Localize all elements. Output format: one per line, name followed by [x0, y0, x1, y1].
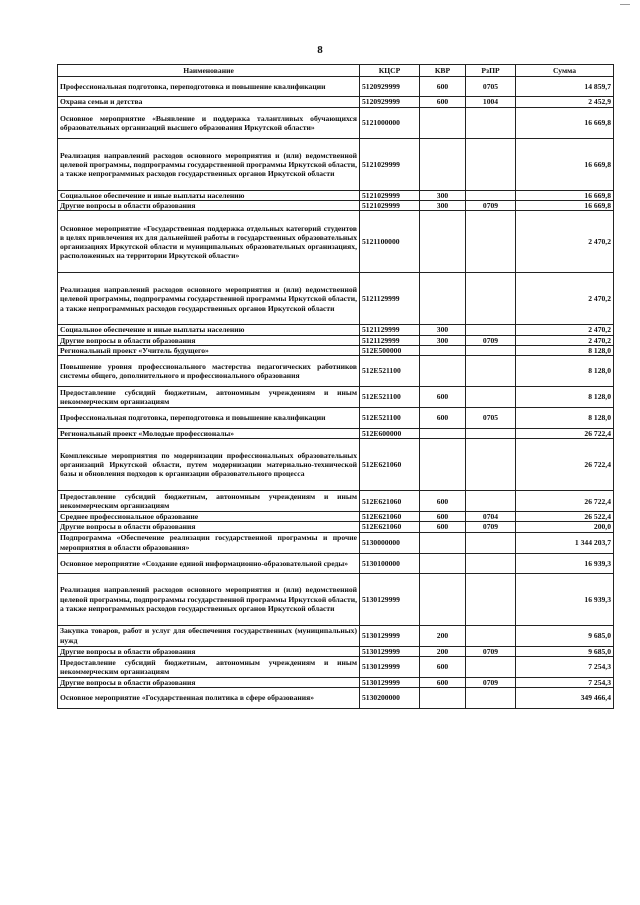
cell-rzpr [466, 345, 516, 355]
cell-rzpr: 0705 [466, 408, 516, 429]
cell-name: Профессиональная подготовка, переподготовка и повышение квалификации [58, 408, 360, 429]
cell-code: 512E621060 [360, 439, 420, 491]
table-body [58, 77, 614, 709]
cell-rzpr: 0709 [466, 522, 516, 532]
table-row [58, 532, 614, 553]
cell-name: Предоставление субсидий бюджетным, автономным учреждениям и иным некоммерческим организациям [58, 387, 360, 408]
cell-name: Региональный проект «Молодые профессионалы» [58, 429, 360, 439]
cell-name: Предоставление субсидий бюджетным, автономным учреждениям и иным некоммерческим организациям [58, 656, 360, 677]
cell-code: 512E500000 [360, 345, 420, 355]
cell-rzpr [466, 429, 516, 439]
column-header-sum: Сумма [516, 65, 614, 77]
table-row [58, 325, 614, 335]
cell-rzpr: 0709 [466, 646, 516, 656]
cell-name: Комплексные мероприятия по модернизации профессиональных образовательных организаций Иркутской области, путем модернизации материально-технической базы и обновления подходов к организации образовательного процесса [58, 439, 360, 491]
cell-kvr: 600 [420, 491, 466, 512]
cell-rzpr [466, 273, 516, 325]
cell-kvr: 600 [420, 387, 466, 408]
cell-kvr: 300 [420, 191, 466, 201]
column-header-kvr: КВР [420, 65, 466, 77]
cell-rzpr [466, 688, 516, 709]
table-row [58, 345, 614, 355]
cell-sum: 7 254,3 [516, 677, 614, 687]
cell-kvr: 200 [420, 646, 466, 656]
cell-kvr: 600 [420, 656, 466, 677]
cell-rzpr [466, 491, 516, 512]
cell-rzpr [466, 356, 516, 387]
cell-sum: 2 470,2 [516, 273, 614, 325]
cell-code: 5130000000 [360, 532, 420, 553]
cell-code: 512E621060 [360, 512, 420, 522]
cell-sum: 2 452,9 [516, 97, 614, 108]
cell-sum: 16 669,8 [516, 108, 614, 139]
table-row [58, 97, 614, 108]
cell-code: 5130200000 [360, 688, 420, 709]
cell-code: 5130129999 [360, 625, 420, 646]
cell-rzpr: 0709 [466, 335, 516, 345]
cell-rzpr: 0709 [466, 201, 516, 211]
cell-code: 5130129999 [360, 646, 420, 656]
cell-kvr [420, 688, 466, 709]
table-header-row [58, 65, 614, 77]
cell-code: 512E521100 [360, 387, 420, 408]
cell-rzpr [466, 625, 516, 646]
cell-kvr [420, 356, 466, 387]
table-row [58, 139, 614, 191]
table-row [58, 77, 614, 97]
cell-kvr: 300 [420, 201, 466, 211]
cell-rzpr: 0705 [466, 77, 516, 97]
cell-sum: 8 128,0 [516, 408, 614, 429]
page-number: 8 [317, 44, 323, 56]
table-row [58, 491, 614, 512]
cell-rzpr [466, 656, 516, 677]
cell-kvr: 200 [420, 625, 466, 646]
cell-kvr: 300 [420, 325, 466, 335]
cell-name: Другие вопросы в области образования [58, 522, 360, 532]
cell-rzpr [466, 211, 516, 273]
table-row [58, 108, 614, 139]
cell-sum: 9 685,0 [516, 625, 614, 646]
cell-kvr [420, 439, 466, 491]
cell-kvr: 600 [420, 97, 466, 108]
cell-code: 5121029999 [360, 139, 420, 191]
cell-kvr [420, 532, 466, 553]
cell-kvr: 600 [420, 512, 466, 522]
cell-code: 5130100000 [360, 553, 420, 573]
table-row [58, 512, 614, 522]
table-row [58, 677, 614, 687]
cell-code: 5121129999 [360, 335, 420, 345]
cell-name: Реализация направлений расходов основного мероприятия и (или) ведомственной целевой программы, подпрограммы государственной программы Иркутской области, а также непрограммных расходов государственных органов Иркутской области [58, 273, 360, 325]
cell-sum: 16 939,3 [516, 553, 614, 573]
cell-code: 5130129999 [360, 573, 420, 625]
cell-sum: 349 466,4 [516, 688, 614, 709]
cell-sum: 8 128,0 [516, 345, 614, 355]
cell-kvr [420, 211, 466, 273]
cell-name: Основное мероприятие «Государственная поддержка отдельных категорий студентов в целях привлечения их для дальнейшей работы в государственных образовательных организациях Иркутской области и муниципальных образовательных организациях, расположенных на территории Иркутской области» [58, 211, 360, 273]
cell-sum: 8 128,0 [516, 356, 614, 387]
table-row [58, 273, 614, 325]
cell-sum: 26 722,4 [516, 429, 614, 439]
table-row [58, 688, 614, 709]
cell-rzpr [466, 573, 516, 625]
cell-sum: 26 722,4 [516, 439, 614, 491]
cell-name: Реализация направлений расходов основного мероприятия и (или) ведомственной целевой программы, подпрограммы государственной программы Иркутской области, а также непрограммных расходов государственных органов Иркутской области [58, 139, 360, 191]
cell-sum: 16 939,3 [516, 573, 614, 625]
cell-sum: 16 669,8 [516, 139, 614, 191]
cell-code: 512E521100 [360, 408, 420, 429]
cell-sum: 26 522,4 [516, 512, 614, 522]
cell-code: 5121029999 [360, 201, 420, 211]
scan-mark [620, 4, 630, 5]
cell-name: Подпрограмма «Обеспечение реализации государственной программы и прочие мероприятия в области образования» [58, 532, 360, 553]
cell-name: Основное мероприятие «Создание единой информационно-образовательной среды» [58, 553, 360, 573]
cell-sum: 2 470,2 [516, 325, 614, 335]
table-row [58, 211, 614, 273]
cell-code: 5121029999 [360, 191, 420, 201]
cell-code: 5130129999 [360, 677, 420, 687]
cell-rzpr [466, 387, 516, 408]
cell-sum: 16 669,8 [516, 201, 614, 211]
table-row [58, 553, 614, 573]
cell-kvr [420, 553, 466, 573]
cell-kvr: 600 [420, 77, 466, 97]
cell-name: Профессиональная подготовка, переподготовка и повышение квалификации [58, 77, 360, 97]
cell-name: Повышение уровня профессионального мастерства педагогических работников системы общего, дополнительного и профессионального образования [58, 356, 360, 387]
cell-rzpr [466, 439, 516, 491]
column-header-code: КЦСР [360, 65, 420, 77]
cell-name: Основное мероприятие «Государственная политика в сфере образования» [58, 688, 360, 709]
cell-rzpr [466, 553, 516, 573]
table-row [58, 408, 614, 429]
cell-name: Основное мероприятие «Выявление и поддержка талантливых обучающихся образовательных организаций высшего образования Иркутской области» [58, 108, 360, 139]
cell-name: Другие вопросы в области образования [58, 335, 360, 345]
cell-code: 5120929999 [360, 77, 420, 97]
table-row [58, 573, 614, 625]
cell-name: Другие вопросы в области образования [58, 201, 360, 211]
cell-sum: 26 722,4 [516, 491, 614, 512]
cell-sum: 200,0 [516, 522, 614, 532]
cell-code: 5121000000 [360, 108, 420, 139]
cell-rzpr: 0709 [466, 677, 516, 687]
cell-name: Среднее профессиональное образование [58, 512, 360, 522]
cell-kvr [420, 573, 466, 625]
cell-sum: 7 254,3 [516, 656, 614, 677]
cell-rzpr [466, 108, 516, 139]
cell-name: Социальное обеспечение и иные выплаты населению [58, 325, 360, 335]
cell-sum: 2 470,2 [516, 211, 614, 273]
cell-code: 512E600000 [360, 429, 420, 439]
cell-sum: 1 344 203,7 [516, 532, 614, 553]
table-row [58, 439, 614, 491]
cell-kvr: 600 [420, 522, 466, 532]
cell-rzpr [466, 139, 516, 191]
cell-code: 5121129999 [360, 273, 420, 325]
cell-name: Реализация направлений расходов основного мероприятия и (или) ведомственной целевой программы, подпрограммы государственной программы Иркутской области, а также непрограммных расходов государственных органов Иркутской области [58, 573, 360, 625]
cell-sum: 9 685,0 [516, 646, 614, 656]
table-row [58, 356, 614, 387]
cell-kvr: 600 [420, 408, 466, 429]
cell-name: Социальное обеспечение и иные выплаты населению [58, 191, 360, 201]
cell-name: Предоставление субсидий бюджетным, автономным учреждениям и иным некоммерческим организациям [58, 491, 360, 512]
cell-rzpr: 1004 [466, 97, 516, 108]
budget-table [57, 64, 614, 709]
cell-name: Другие вопросы в области образования [58, 646, 360, 656]
cell-kvr [420, 139, 466, 191]
cell-rzpr [466, 191, 516, 201]
cell-name: Другие вопросы в области образования [58, 677, 360, 687]
table-row [58, 387, 614, 408]
cell-kvr [420, 345, 466, 355]
cell-sum: 14 859,7 [516, 77, 614, 97]
cell-kvr: 300 [420, 335, 466, 345]
column-header-name: Наименование [58, 65, 360, 77]
cell-kvr [420, 108, 466, 139]
cell-name: Региональный проект «Учитель будущего» [58, 345, 360, 355]
cell-code: 512E621060 [360, 522, 420, 532]
cell-rzpr [466, 325, 516, 335]
cell-sum: 8 128,0 [516, 387, 614, 408]
cell-code: 5130129999 [360, 656, 420, 677]
column-header-rzpr: РзПР [466, 65, 516, 77]
cell-sum: 2 470,2 [516, 335, 614, 345]
cell-code: 5120929999 [360, 97, 420, 108]
cell-name: Охрана семьи и детства [58, 97, 360, 108]
table-row [58, 335, 614, 345]
table-row [58, 522, 614, 532]
table-row [58, 201, 614, 211]
table-row [58, 656, 614, 677]
cell-code: 5121100000 [360, 211, 420, 273]
cell-code: 512E621060 [360, 491, 420, 512]
cell-name: Закупка товаров, работ и услуг для обеспечения государственных (муниципальных) нужд [58, 625, 360, 646]
cell-kvr: 600 [420, 677, 466, 687]
cell-kvr [420, 429, 466, 439]
cell-sum: 16 669,8 [516, 191, 614, 201]
cell-code: 512E521100 [360, 356, 420, 387]
cell-rzpr: 0704 [466, 512, 516, 522]
table-row [58, 429, 614, 439]
table-row [58, 191, 614, 201]
cell-kvr [420, 273, 466, 325]
table-row [58, 625, 614, 646]
table-row [58, 646, 614, 656]
cell-code: 5121129999 [360, 325, 420, 335]
cell-rzpr [466, 532, 516, 553]
